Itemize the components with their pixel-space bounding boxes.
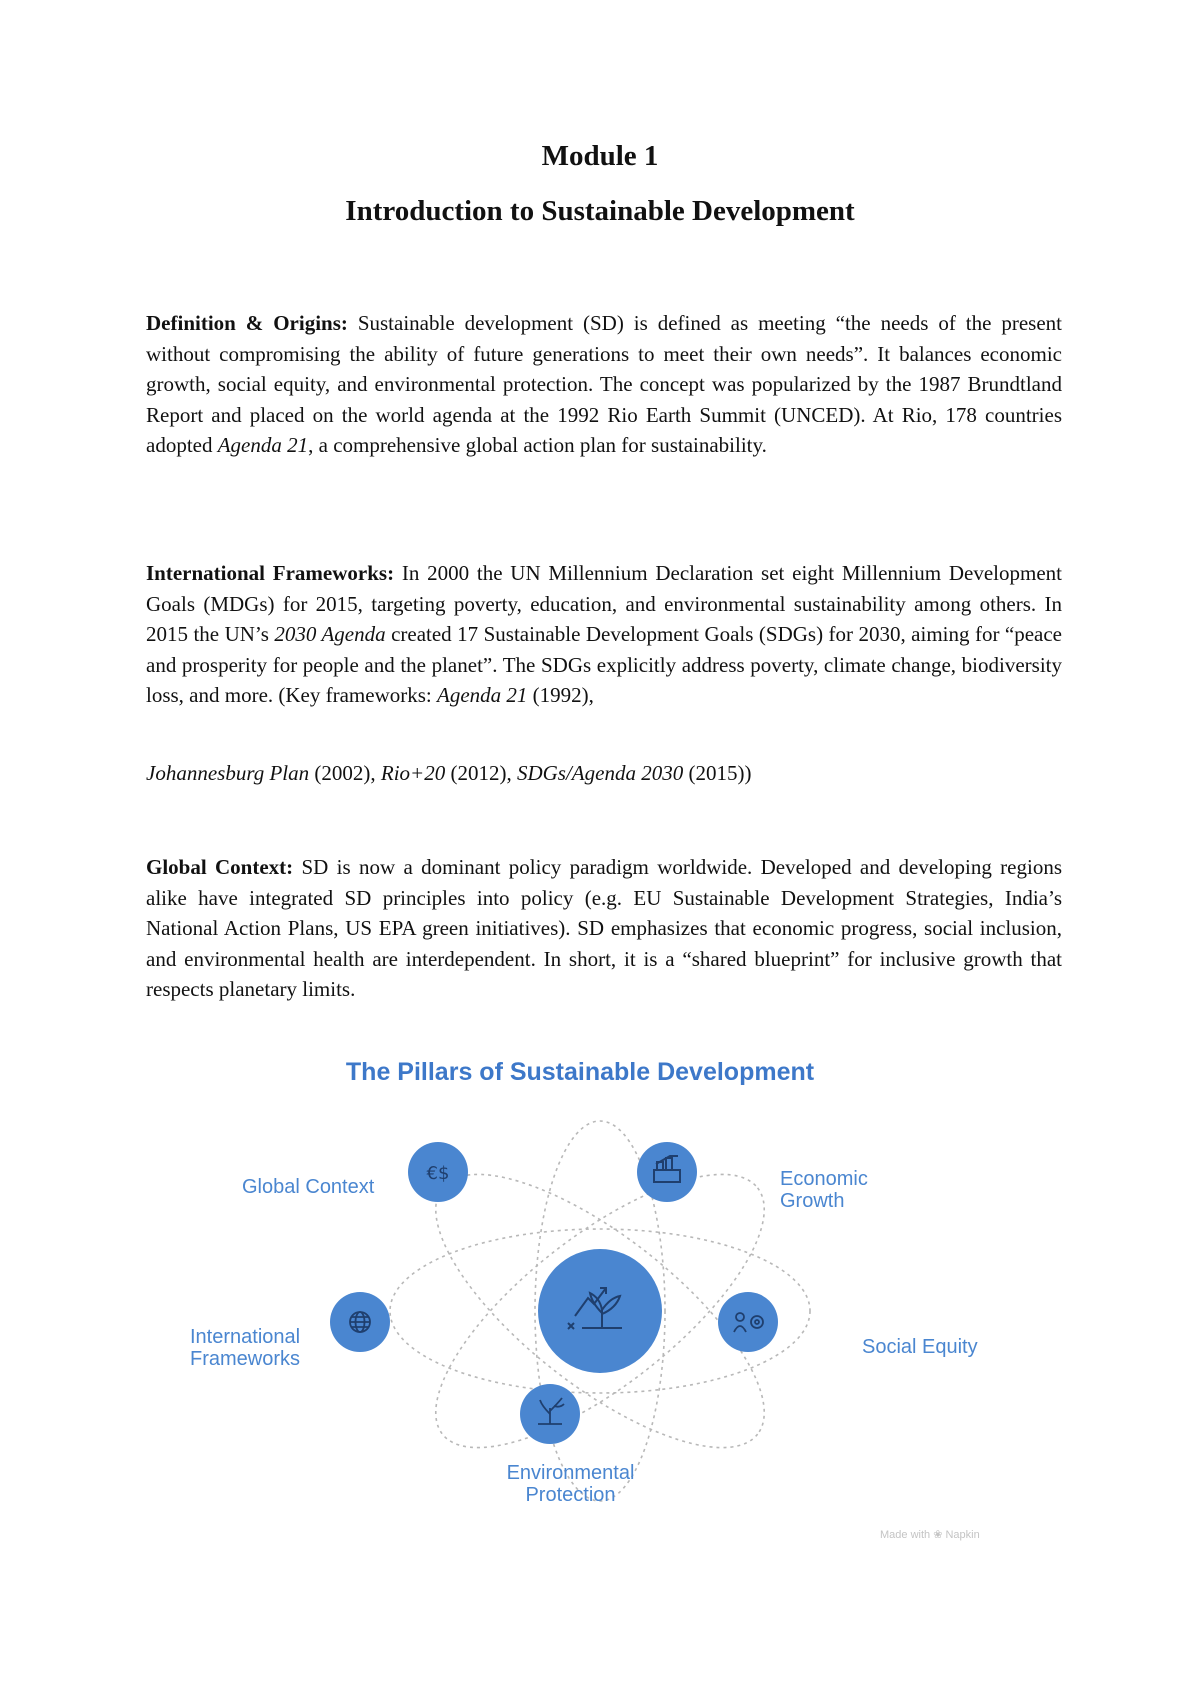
center-node [538, 1249, 662, 1373]
context-section [146, 852, 1062, 1005]
frameworks-italic-2: Agenda 21 [437, 683, 528, 707]
economic-circle [637, 1142, 697, 1202]
frameworks-section [146, 558, 1062, 711]
module-heading: Module 1 [541, 140, 659, 172]
frameworks-italic-1: 2030 Agenda [274, 622, 386, 646]
label-economic-line-2: Growth [780, 1190, 845, 1212]
label-social-equity: Social Equity [862, 1336, 978, 1358]
context-lead: Global Context: [146, 855, 294, 879]
social-circle [718, 1292, 778, 1352]
label-international-frameworks [190, 1326, 300, 1370]
frameworks-list-line [146, 758, 1062, 789]
label-global-context: Global Context [242, 1176, 375, 1198]
frameworks-list-italic-3: SDGs/Agenda 2030 [516, 761, 684, 785]
frameworks-text-3: (1992), [527, 683, 594, 707]
label-international-line-2: Frameworks [190, 1348, 301, 1370]
definition-section [146, 308, 1062, 461]
currency-exchange-icon: €$ [426, 1163, 450, 1184]
label-environmental-protection [478, 1462, 663, 1506]
international-frameworks-node [330, 1292, 390, 1352]
label-economic-line-1: Economic [780, 1168, 868, 1190]
definition-italic-1: Agenda 21 [217, 433, 309, 457]
label-international-line-1: International [190, 1326, 301, 1348]
frameworks-text-2: created 17 Sustainable Development Goals (SDGs) for 2030, aiming for “peace and prosperity for people and the planet”. The SDGs explicitly address poverty, climate change, biodiversity loss, and more. (Key frameworks: [146, 622, 1063, 707]
definition-lead: Definition & Origins: [146, 311, 348, 335]
economic-growth-node [637, 1142, 697, 1202]
environmental-protection-node [520, 1384, 580, 1444]
label-environmental-line-1: Environmental [506, 1462, 635, 1484]
frameworks-list-text-1: (2002), [309, 761, 381, 785]
frameworks-list-text-2: (2012), [445, 761, 517, 785]
label-environmental-line-2: Protection [525, 1484, 616, 1506]
social-equity-node [718, 1292, 778, 1352]
frameworks-list-italic-1: Johannesburg Plan [146, 761, 310, 785]
label-economic-growth [780, 1168, 868, 1212]
frameworks-list-italic-2: Rio+20 [380, 761, 446, 785]
context-text: SD is now a dominant policy paradigm worldwide. Developed and developing regions alike have integrated SD principles into policy (e.g. EU Sustainable Development Strategies, India’s National Action Plans, US EPA green initiatives). SD emphasizes that economic progress, social inclusion, and environmental health are interdependent. In short, it is a “shared blueprint” for inclusive growth that respects planetary limits. [146, 855, 1062, 1001]
global-context-node [408, 1142, 468, 1202]
definition-text-1: Sustainable development (SD) is defined as meeting “the needs of the present without compromising the ability of future generations to meet their own needs”. It balances economic growth, social equity, and environmental protection. The concept was popularized by the 1987 Brundtland Report and placed on the world agenda at the 1992 Rio Earth Summit (UNCED). At Rio, 178 countries adopted [146, 311, 1063, 457]
diagram-title: The Pillars of Sustainable Development [345, 1058, 815, 1086]
frameworks-list-text-3: (2015)) [683, 761, 752, 785]
title-block [0, 140, 1200, 228]
definition-text-2: , a comprehensive global action plan for sustainability. [308, 433, 767, 457]
frameworks-list-paragraph [146, 758, 1062, 789]
frameworks-lead: International Frameworks: [146, 561, 395, 585]
definition-paragraph [146, 308, 1062, 461]
made-with-watermark: Made with ❀ Napkin [880, 1529, 980, 1541]
frameworks-text-1: In 2000 the UN Millennium Declaration set eight Millennium Development Goals (MDGs) for 2015, targeting poverty, education, and environmental sustainability among others. In 2015 the UN’s [146, 561, 1062, 646]
page-title: Introduction to Sustainable Development [345, 195, 855, 227]
pillars-diagram [170, 1058, 1050, 1548]
context-paragraph [146, 852, 1062, 1005]
frameworks-paragraph [146, 558, 1062, 711]
